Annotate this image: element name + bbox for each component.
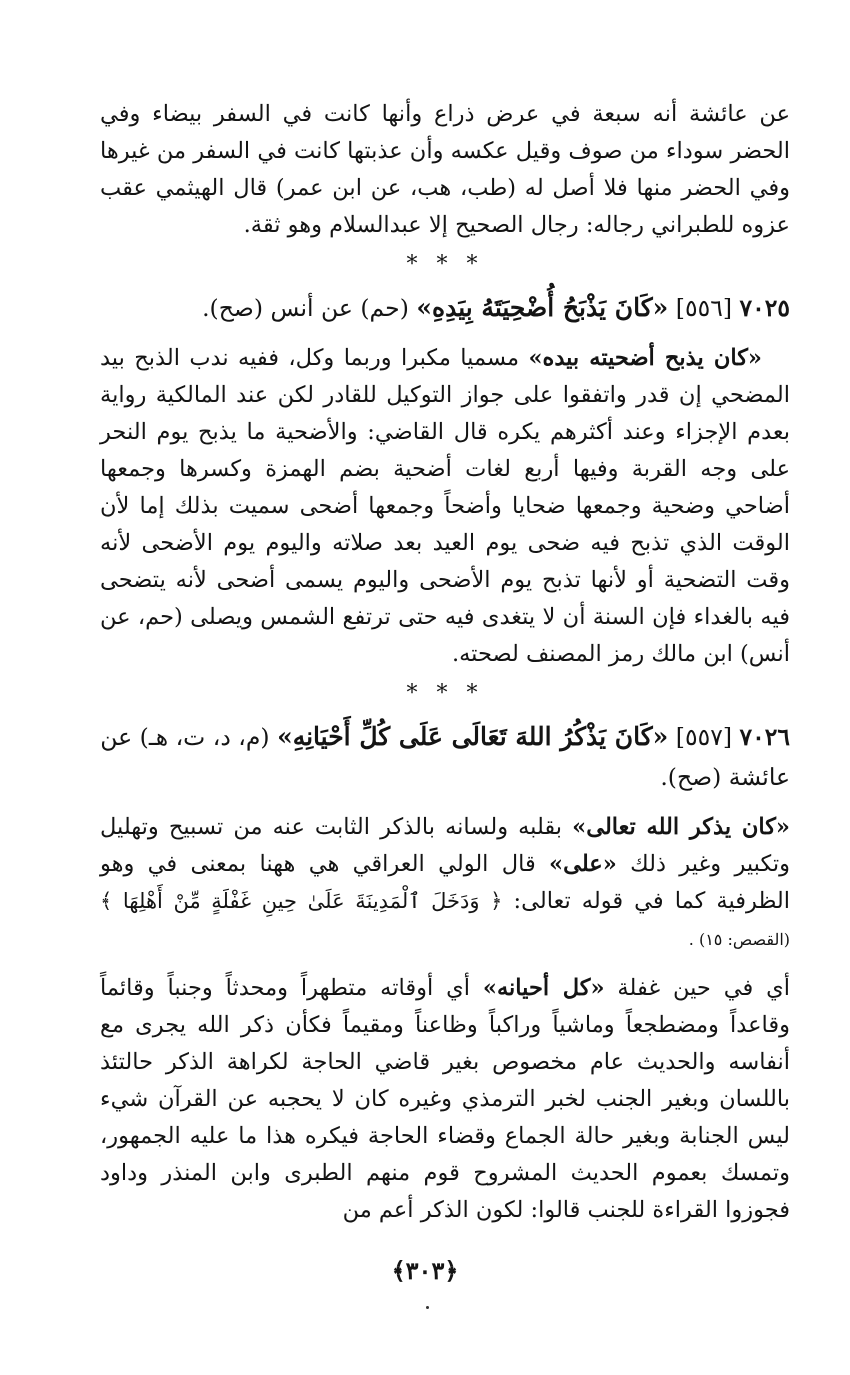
hadith-heading-7025 — [100, 288, 790, 328]
hadith-text: «كَانَ يَذْبَحُ أُضْحِيَتَهُ بِيَدِهِ» — [416, 293, 669, 322]
page-number: ﴿٣٠٣﴾ — [391, 1256, 459, 1285]
commentary-keyword: «كل أحيانه» — [482, 975, 605, 1001]
commentary-text: بقلبه ولسانه بالذكر الثابت عنه من تسبيح وتهليل وتكبير وغير ذلك — [100, 814, 790, 877]
hadith-number: ٧٠٢٦ — [739, 723, 790, 751]
hadith-ref-number: [٥٥٦] — [675, 294, 733, 322]
hadith-source: (حم) عن أنس (صح). — [202, 294, 409, 322]
decorative-dot — [426, 1306, 429, 1309]
hadith-heading-7026 — [100, 717, 790, 797]
hadith-source: (م، د، ت، هـ) عن عائشة (صح). — [100, 723, 790, 791]
commentary-text: مسميا مكبرا وربما وكل، ففيه ندب الذبح بيد المضحي إن قدر واتفقوا على جواز التوكيل للقادر لكن عند المالكية رواية بعدم الإجزاء وعند أكثرهم يكره قال القاضي: والأضحية ما يذبح يوم النحر على وجه القربة وفيها أربع لغات أضحية بضم الهمزة وكسرها وجمعها أضاحي وضحية وجمعها ضحايا وأضحاً وجمعها أضحى سميت بذلك إما لأن الوقت الذي تذبح فيه ضحى يوم العيد بعد صلاته واليوم يوم الأضحى لأنه وقت التضحية أو لأنها تذبح يوم الأضحى واليوم يسمى أضحى لأنه يتضحى فيه بالغداء فإن السنة أن لا يتغدى فيه حتى ترتفع الشمس ويصلى (حم، عن أنس) ابن مالك رمز المصنف لصحته. — [100, 345, 790, 667]
page-body — [100, 96, 790, 1229]
hadith-ref-number: [٥٥٧] — [675, 723, 733, 751]
hadith-text: «كَانَ يَذْكُرُ اللهَ تَعَالَى عَلَى كُلِّ أَحْيَانِهِ» — [277, 722, 669, 751]
paragraph-commentary-7026-cont — [100, 970, 790, 1229]
commentary-text: قال الولي العراقي هي ههنا بمعنى في وهو الظرفية كما في قوله تعالى: — [100, 851, 791, 914]
hadith-number: ٧٠٢٥ — [739, 294, 790, 322]
paragraph-commentary-7025 — [100, 340, 790, 673]
paragraph-commentary-7026 — [100, 809, 790, 958]
commentary-text: أي في حين غفلة — [604, 975, 791, 1001]
section-separator: * * * — [406, 252, 484, 277]
quran-verse: ﴿ وَدَخَلَ ٱلْمَدِينَةَ عَلَىٰ حِينِ غَفْلَةٍ مِّنْ أَهْلِهَا ﴾ — [100, 889, 503, 913]
section-separator: * * * — [406, 681, 484, 706]
quran-verse-reference: (القصص: ١٥) . — [688, 930, 790, 949]
commentary-lead: «كان يذبح أضحيته بيده» — [528, 345, 762, 371]
commentary-keyword: «على» — [549, 851, 617, 877]
paragraph-continuation: عن عائشة أنه سبعة في عرض ذراع وأنها كانت في السفر بيضاء وفي الحضر سوداء من صوف وقيل عكسه وأن عذبتها كانت في السفر من غيرها وفي الحضر منها فلا أصل له (طب، هب، عن ابن عمر) قال الهيثمي عقب عزوه للطبراني رجاله: رجال الصحيح إلا عبدالسلام وهو ثقة. — [100, 101, 790, 238]
commentary-text: أي أوقاته متطهراً ومحدثاً وجنباً وقائماً وقاعداً ومضطجعاً وماشياً وراكباً وظاعناً ومقيماً فكأن ذكر الله يجرى مع أنفاسه والحديث عام مخصوص بغير قاضي الحاجة لكراهة الذكر حالتئذ باللسان وبغير الجنب لخبر الترمذي وغيره كان لا يحجبه عن القرآن شيء ليس الجنابة وبغير حالة الجماع وقضاء الحاجة فيكره هذا ما عليه الجمهور، وتمسك بعموم الحديث المشروح قوم منهم الطبرى وابن المنذر وداود فجوزوا القراءة للجنب قالوا: لكون الذكر أعم من — [100, 975, 790, 1223]
commentary-lead: «كان يذكر الله تعالى» — [572, 814, 790, 840]
